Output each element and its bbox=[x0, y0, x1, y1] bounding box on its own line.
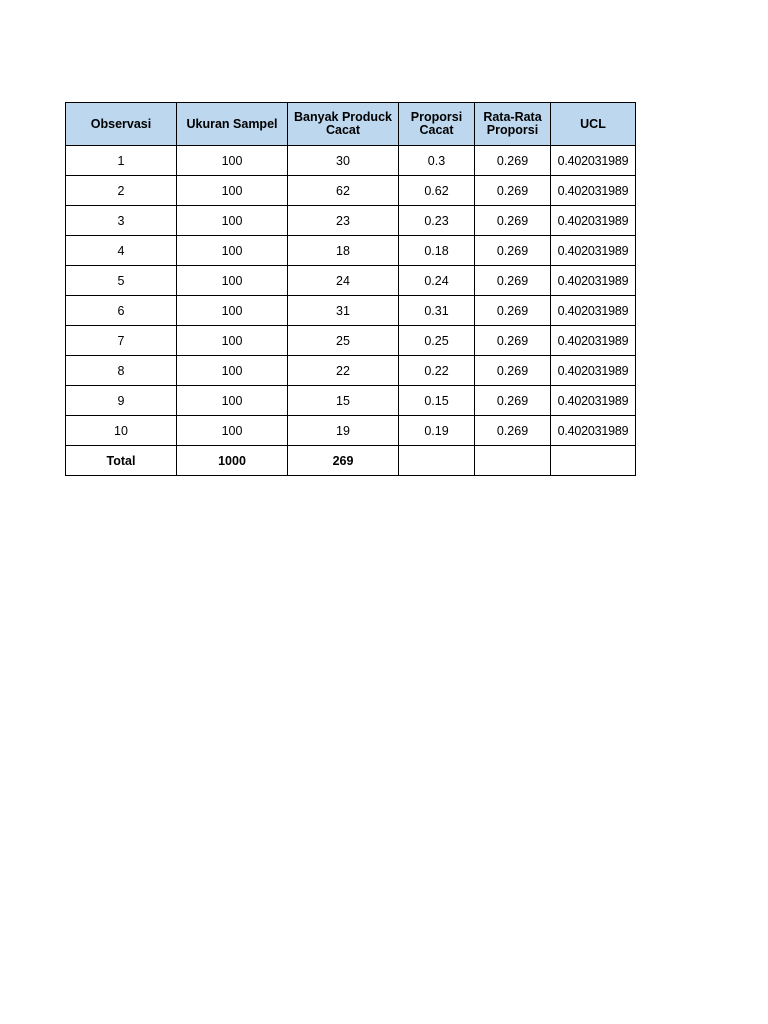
ukuran-sampel-cell[interactable]: 100 bbox=[177, 236, 288, 266]
total-banyak-produck-cell[interactable]: 269 bbox=[288, 446, 399, 476]
header-ucl[interactable]: UCL bbox=[551, 103, 636, 146]
proporsi-cacat-cell[interactable]: 0.22 bbox=[399, 356, 475, 386]
observasi-cell[interactable]: 2 bbox=[66, 176, 177, 206]
rata-rata-proporsi-cell[interactable]: 0.269 bbox=[475, 176, 551, 206]
ukuran-sampel-cell[interactable]: 100 bbox=[177, 356, 288, 386]
proporsi-cacat-cell[interactable]: 0.25 bbox=[399, 326, 475, 356]
ucl-cell[interactable]: 0.402031989 bbox=[551, 356, 636, 386]
total-ukuran-sampel-cell[interactable]: 1000 bbox=[177, 446, 288, 476]
rata-rata-proporsi-cell[interactable]: 0.269 bbox=[475, 326, 551, 356]
banyak-produck-cell[interactable]: 30 bbox=[288, 146, 399, 176]
banyak-produck-cell[interactable]: 15 bbox=[288, 386, 399, 416]
total-row bbox=[66, 446, 636, 476]
banyak-produck-cell[interactable]: 25 bbox=[288, 326, 399, 356]
observasi-cell[interactable]: 5 bbox=[66, 266, 177, 296]
header-ukuran-sampel[interactable]: Ukuran Sampel bbox=[177, 103, 288, 146]
banyak-produck-cell[interactable]: 31 bbox=[288, 296, 399, 326]
table-row bbox=[66, 416, 636, 446]
header-observasi[interactable]: Observasi bbox=[66, 103, 177, 146]
ucl-cell[interactable]: 0.402031989 bbox=[551, 386, 636, 416]
ukuran-sampel-cell[interactable]: 100 bbox=[177, 206, 288, 236]
proporsi-cacat-cell[interactable]: 0.23 bbox=[399, 206, 475, 236]
banyak-produck-cell[interactable]: 18 bbox=[288, 236, 399, 266]
ucl-cell[interactable]: 0.402031989 bbox=[551, 206, 636, 236]
ukuran-sampel-cell[interactable]: 100 bbox=[177, 416, 288, 446]
ucl-cell[interactable]: 0.402031989 bbox=[551, 296, 636, 326]
ukuran-sampel-cell[interactable]: 100 bbox=[177, 266, 288, 296]
rata-rata-proporsi-cell[interactable]: 0.269 bbox=[475, 386, 551, 416]
table-row bbox=[66, 176, 636, 206]
ukuran-sampel-cell[interactable]: 100 bbox=[177, 146, 288, 176]
observasi-cell[interactable]: 7 bbox=[66, 326, 177, 356]
banyak-produck-cell[interactable]: 19 bbox=[288, 416, 399, 446]
observasi-cell[interactable]: 9 bbox=[66, 386, 177, 416]
rata-rata-proporsi-cell[interactable]: 0.269 bbox=[475, 236, 551, 266]
observasi-cell[interactable]: 4 bbox=[66, 236, 177, 266]
observasi-cell[interactable]: 1 bbox=[66, 146, 177, 176]
proporsi-cacat-cell[interactable]: 0.24 bbox=[399, 266, 475, 296]
banyak-produck-cell[interactable]: 23 bbox=[288, 206, 399, 236]
proporsi-cacat-cell[interactable]: 0.31 bbox=[399, 296, 475, 326]
proporsi-cacat-cell[interactable]: 0.3 bbox=[399, 146, 475, 176]
observasi-cell[interactable]: 10 bbox=[66, 416, 177, 446]
total-ucl-cell[interactable] bbox=[551, 446, 636, 476]
rata-rata-proporsi-cell[interactable]: 0.269 bbox=[475, 416, 551, 446]
banyak-produck-cell[interactable]: 62 bbox=[288, 176, 399, 206]
table-row bbox=[66, 266, 636, 296]
header-rata-rata-proporsi[interactable]: Rata-Rata Proporsi bbox=[475, 103, 551, 146]
total-label-cell[interactable]: Total bbox=[66, 446, 177, 476]
observasi-cell[interactable]: 8 bbox=[66, 356, 177, 386]
total-proporsi-cell[interactable] bbox=[399, 446, 475, 476]
proporsi-cacat-cell[interactable]: 0.19 bbox=[399, 416, 475, 446]
proporsi-cacat-cell[interactable]: 0.62 bbox=[399, 176, 475, 206]
spreadsheet-area bbox=[65, 102, 635, 480]
observasi-cell[interactable]: 6 bbox=[66, 296, 177, 326]
proporsi-cacat-cell[interactable]: 0.18 bbox=[399, 236, 475, 266]
table-row bbox=[66, 386, 636, 416]
banyak-produck-cell[interactable]: 24 bbox=[288, 266, 399, 296]
banyak-produck-cell[interactable]: 22 bbox=[288, 356, 399, 386]
header-proporsi-cacat[interactable]: Proporsi Cacat bbox=[399, 103, 475, 146]
header-banyak-produck-cacat[interactable]: Banyak Produck Cacat bbox=[288, 103, 399, 146]
ukuran-sampel-cell[interactable]: 100 bbox=[177, 296, 288, 326]
ucl-cell[interactable]: 0.402031989 bbox=[551, 416, 636, 446]
ucl-cell[interactable]: 0.402031989 bbox=[551, 326, 636, 356]
rata-rata-proporsi-cell[interactable]: 0.269 bbox=[475, 266, 551, 296]
proporsi-cacat-cell[interactable]: 0.15 bbox=[399, 386, 475, 416]
table-row bbox=[66, 236, 636, 266]
rata-rata-proporsi-cell[interactable]: 0.269 bbox=[475, 146, 551, 176]
ucl-cell[interactable]: 0.402031989 bbox=[551, 266, 636, 296]
header-row bbox=[66, 103, 636, 146]
ukuran-sampel-cell[interactable]: 100 bbox=[177, 326, 288, 356]
ukuran-sampel-cell[interactable]: 100 bbox=[177, 176, 288, 206]
ukuran-sampel-cell[interactable]: 100 bbox=[177, 386, 288, 416]
rata-rata-proporsi-cell[interactable]: 0.269 bbox=[475, 356, 551, 386]
table-row bbox=[66, 146, 636, 176]
rata-rata-proporsi-cell[interactable]: 0.269 bbox=[475, 206, 551, 236]
observasi-cell[interactable]: 3 bbox=[66, 206, 177, 236]
table-row bbox=[66, 356, 636, 386]
data-table bbox=[65, 102, 636, 476]
rata-rata-proporsi-cell[interactable]: 0.269 bbox=[475, 296, 551, 326]
table-row bbox=[66, 326, 636, 356]
ucl-cell[interactable]: 0.402031989 bbox=[551, 236, 636, 266]
ucl-cell[interactable]: 0.402031989 bbox=[551, 146, 636, 176]
table-row bbox=[66, 206, 636, 236]
table-row bbox=[66, 296, 636, 326]
total-rata-rata-cell[interactable] bbox=[475, 446, 551, 476]
ucl-cell[interactable]: 0.402031989 bbox=[551, 176, 636, 206]
